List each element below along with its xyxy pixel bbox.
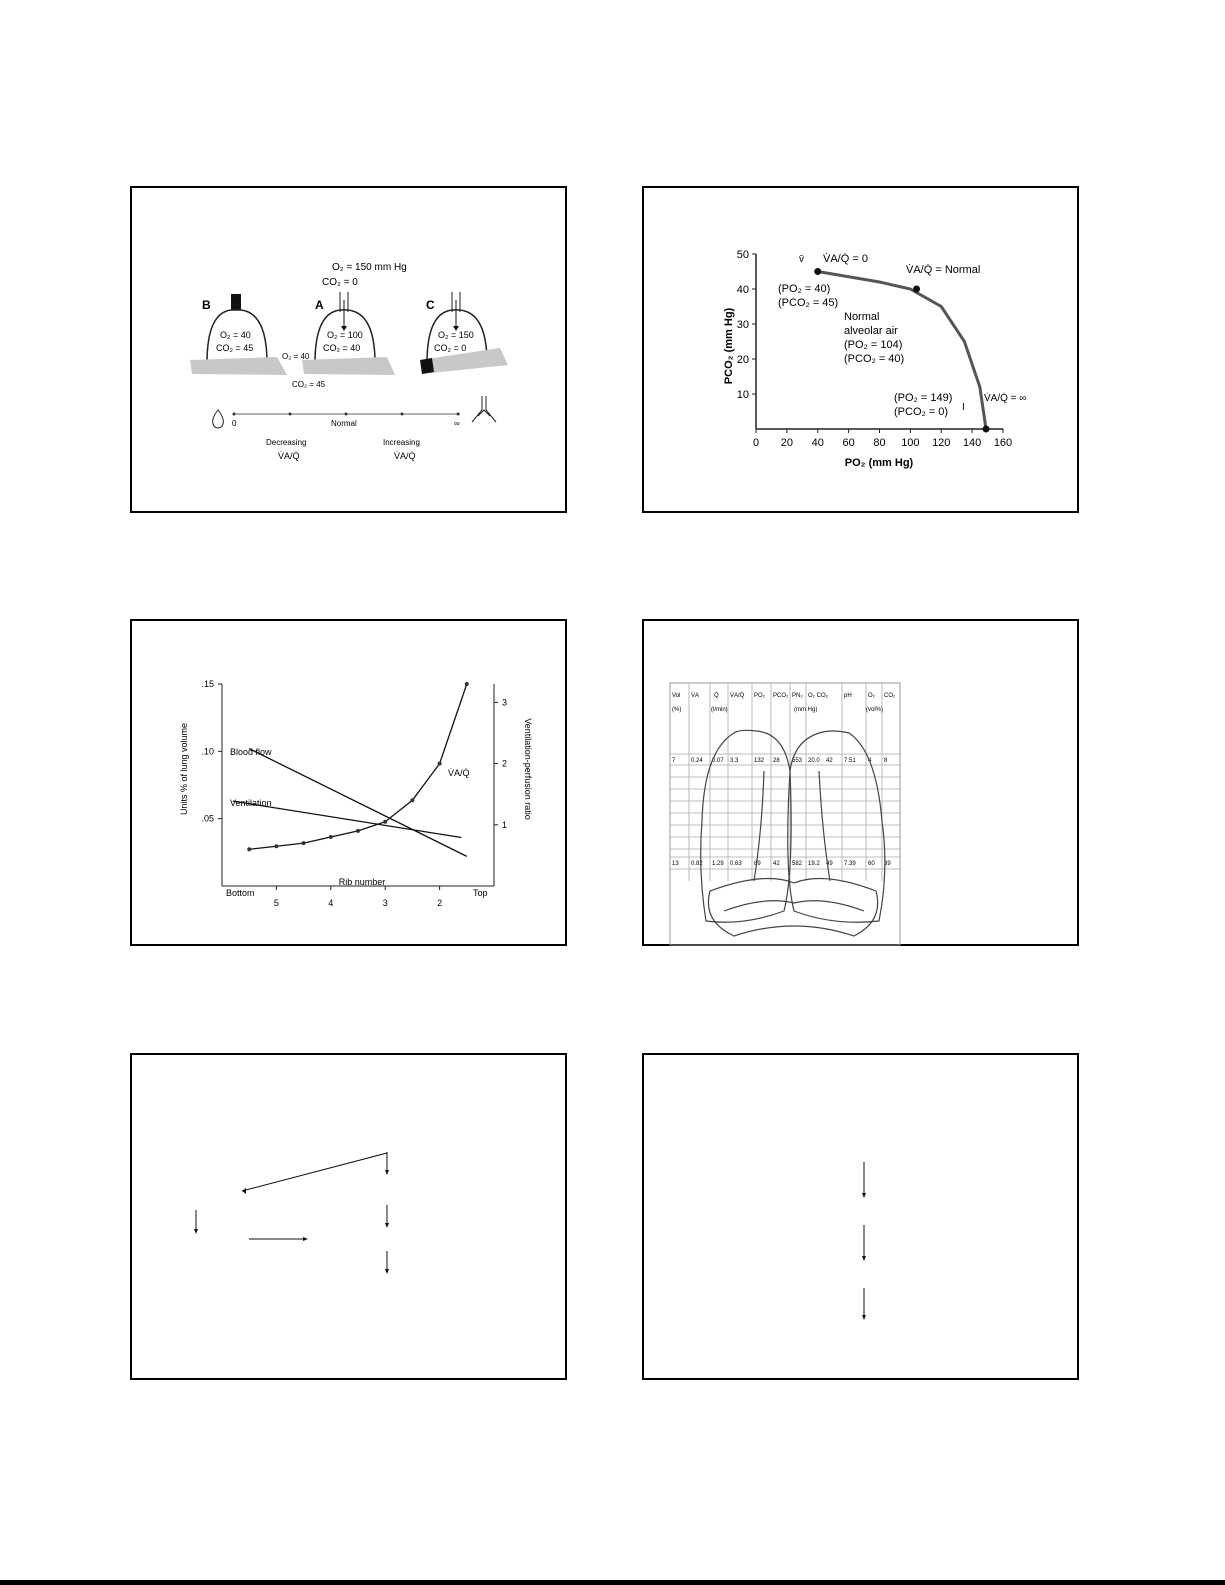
bottom-row-cell: 7.39 bbox=[844, 861, 856, 867]
bottom-row-cell: 13 bbox=[672, 861, 679, 867]
alveolar-units-diagram bbox=[132, 188, 569, 515]
unit-c-co2: CO₂ = 0 bbox=[434, 343, 467, 353]
ventilation-label: Ventilation bbox=[230, 798, 272, 808]
vaq-point bbox=[329, 835, 333, 839]
vaq-point bbox=[356, 829, 360, 833]
bottom-row-cell: 1.29 bbox=[712, 861, 724, 867]
y-tick-label: 40 bbox=[736, 284, 749, 296]
unit-b-capillary bbox=[190, 357, 287, 375]
point-i bbox=[983, 426, 990, 433]
right-tick-label: 3 bbox=[502, 697, 508, 708]
lung-regional-diagram bbox=[644, 621, 1081, 948]
point-normal bbox=[913, 286, 920, 293]
x-axis-title: PO₂ (mm Hg) bbox=[844, 457, 914, 469]
unit-a-co2: CO₂ = 40 bbox=[323, 343, 361, 353]
x-tick-label: 0 bbox=[752, 437, 760, 449]
slide-regional-lung-table bbox=[642, 619, 1079, 946]
vaq-label: V̇A/Q̇ bbox=[448, 768, 470, 778]
top-row-cell: 8 bbox=[884, 758, 888, 764]
slide-arrow-diagram-1 bbox=[130, 1053, 567, 1380]
normal-title-2: alveolar air bbox=[844, 325, 898, 337]
bottom-row-cell: 19.2 bbox=[808, 861, 820, 867]
unit-b-o2: O₂ = 40 bbox=[220, 330, 251, 340]
slide-arrow-diagram-2 bbox=[642, 1053, 1079, 1380]
bottom-row-cell: 89 bbox=[754, 861, 761, 867]
slide-ventilation-perfusion-chart bbox=[130, 619, 567, 946]
left-axis-title: Units % of lung volume bbox=[179, 722, 189, 816]
page-bottom-rule bbox=[0, 1580, 1225, 1585]
unit-b-label: B bbox=[202, 298, 211, 312]
x-tick-label: 60 bbox=[842, 437, 855, 449]
x-tick-label: 3 bbox=[382, 898, 388, 908]
vaq-point bbox=[438, 762, 442, 766]
inspired-co2-label: CO₂ = 0 bbox=[322, 277, 358, 288]
table-header: Vol bbox=[672, 693, 681, 699]
x-tick-label: 160 bbox=[993, 437, 1013, 449]
x-tick-label: 100 bbox=[901, 437, 920, 449]
normal-ratio-label: V̇A/Q̇ = Normal bbox=[906, 264, 981, 276]
arrow-column-diagram bbox=[644, 1055, 1081, 1382]
unit-c-o2: O₂ = 150 bbox=[438, 330, 474, 340]
x-axis-title: Rib number bbox=[338, 877, 386, 887]
inspired-pco2: (PCO₂ = 0) bbox=[894, 406, 949, 418]
i-point-label: I bbox=[962, 402, 965, 413]
top-row-cell: 7.51 bbox=[844, 758, 856, 764]
units-vol: (vol%) bbox=[866, 707, 884, 713]
table-header: PN₂ bbox=[792, 693, 803, 699]
right-axis-title: Ventilation-perfusion ratio bbox=[523, 718, 533, 820]
decreasing-label: Decreasing bbox=[266, 438, 307, 447]
airway-block bbox=[231, 294, 241, 310]
top-row-cell: 0.07 bbox=[712, 758, 724, 764]
table-header: CO₂ bbox=[884, 693, 896, 699]
top-row-cell: 20.0 bbox=[808, 758, 820, 764]
zero-ratio-label: V̇A/Q̇ = 0 bbox=[823, 253, 868, 265]
left-tick-label: .05 bbox=[201, 813, 214, 824]
bottom-row-cell: 42 bbox=[773, 861, 780, 867]
table-header: V̇A bbox=[691, 693, 700, 699]
vaq-curve bbox=[249, 684, 467, 849]
axis-zero: 0 bbox=[232, 419, 237, 428]
units-pct: (%) bbox=[672, 707, 682, 713]
o2-co2-chart bbox=[644, 188, 1081, 515]
unit-c-label: C bbox=[426, 298, 435, 312]
unit-a-capillary bbox=[302, 357, 395, 375]
top-row-cell: 7 bbox=[672, 758, 676, 764]
point-v bbox=[814, 268, 821, 275]
axis-infinity: ∞ bbox=[454, 419, 460, 428]
top-row-cell: 3.3 bbox=[730, 758, 739, 764]
left-tick-label: .10 bbox=[201, 746, 214, 757]
bottom-row-cell: 60 bbox=[868, 861, 875, 867]
bottom-row-cell: 0.63 bbox=[730, 861, 742, 867]
units-mmhg: (mm Hg) bbox=[794, 707, 818, 713]
vaq-point bbox=[383, 820, 387, 824]
increasing-label: Increasing bbox=[383, 438, 420, 447]
x-tick-label: 120 bbox=[932, 437, 951, 449]
airway-icon bbox=[472, 396, 496, 422]
bottom-row-cell: 49 bbox=[826, 861, 833, 867]
arrow-flow-diagram bbox=[132, 1055, 569, 1382]
top-label: Top bbox=[473, 888, 488, 898]
unit-a-label: A bbox=[315, 298, 324, 312]
table-header: O₂ CO₂ bbox=[808, 693, 828, 699]
capillary-block bbox=[420, 358, 434, 374]
unit-a-o2: O₂ = 100 bbox=[327, 330, 363, 340]
table-header: PCO₂ bbox=[773, 693, 789, 699]
x-tick-label: 5 bbox=[273, 898, 279, 908]
right-tick-label: 2 bbox=[502, 758, 508, 769]
y-tick-label: 20 bbox=[736, 354, 749, 366]
top-row-cell: 0.24 bbox=[691, 758, 703, 764]
bottom-row-cell: 0.82 bbox=[691, 861, 703, 867]
slide-o2-co2-diagram bbox=[642, 186, 1079, 513]
top-row-cell: 553 bbox=[792, 758, 803, 764]
venous-po2: (PO₂ = 40) bbox=[778, 283, 831, 295]
unit-b-co2: CO₂ = 45 bbox=[216, 343, 254, 353]
top-row-cell: 42 bbox=[826, 758, 833, 764]
x-tick-label: 40 bbox=[811, 437, 824, 449]
y-tick-label: 30 bbox=[736, 319, 749, 331]
normal-po2: (PO₂ = 104) bbox=[844, 339, 903, 351]
top-row-cell: 4 bbox=[868, 758, 872, 764]
normal-title-1: Normal bbox=[844, 311, 880, 323]
inspired-o2-label: O₂ = 150 mm Hg bbox=[332, 262, 407, 273]
top-row-cell: 132 bbox=[754, 758, 765, 764]
x-tick-label: 20 bbox=[780, 437, 793, 449]
inspired-po2: (PO₂ = 149) bbox=[894, 392, 953, 404]
y-tick-label: 50 bbox=[736, 249, 749, 261]
vaq-point bbox=[302, 841, 306, 845]
y-axis-title: PCO₂ (mm Hg) bbox=[723, 307, 735, 385]
blood-flow-line bbox=[249, 749, 467, 857]
left-tick-label: .15 bbox=[201, 679, 214, 689]
top-row-cell: 28 bbox=[773, 758, 780, 764]
venous-pco2: (PCO₂ = 45) bbox=[778, 297, 839, 309]
normal-pco2: (PCO₂ = 40) bbox=[844, 353, 905, 365]
v-point-label: v̄ bbox=[799, 254, 804, 265]
vaq-point bbox=[247, 847, 251, 851]
venous-co2: CO₂ = 45 bbox=[292, 380, 326, 389]
decreasing-ratio: V̇A/Q̇ bbox=[278, 451, 300, 461]
increasing-ratio: V̇A/Q̇ bbox=[394, 451, 416, 461]
table-header: PO₂ bbox=[754, 693, 765, 699]
bottom-label: Bottom bbox=[226, 888, 255, 898]
axis-normal: Normal bbox=[331, 419, 357, 428]
vq-distribution-chart bbox=[132, 621, 569, 948]
inf-ratio-label: V̇A/Q̇ = ∞ bbox=[984, 393, 1027, 404]
x-tick-label: 80 bbox=[873, 437, 886, 449]
right-tick-label: 1 bbox=[502, 819, 508, 830]
table-header: Q̇ bbox=[714, 693, 719, 699]
vaq-point bbox=[410, 798, 414, 802]
vaq-point bbox=[465, 682, 469, 686]
bottom-row-cell: 39 bbox=[884, 861, 891, 867]
venous-o2: O₂ = 40 bbox=[282, 352, 310, 361]
y-tick-label: 10 bbox=[736, 389, 749, 401]
table-header: O₂ bbox=[868, 693, 875, 699]
table-header: pH bbox=[844, 693, 852, 699]
droplet-icon bbox=[213, 410, 224, 428]
x-tick-label: 2 bbox=[437, 898, 443, 908]
table-header: V̇A/Q̇ bbox=[730, 693, 745, 699]
slide-va-q-units bbox=[130, 186, 567, 513]
blood-flow-label: Blood flow bbox=[230, 747, 272, 757]
x-tick-label: 140 bbox=[962, 437, 982, 449]
bottom-row-cell: 582 bbox=[792, 861, 803, 867]
vaq-point bbox=[274, 844, 278, 848]
x-tick-label: 4 bbox=[328, 898, 334, 908]
units-lmin: (l/min) bbox=[711, 707, 728, 713]
